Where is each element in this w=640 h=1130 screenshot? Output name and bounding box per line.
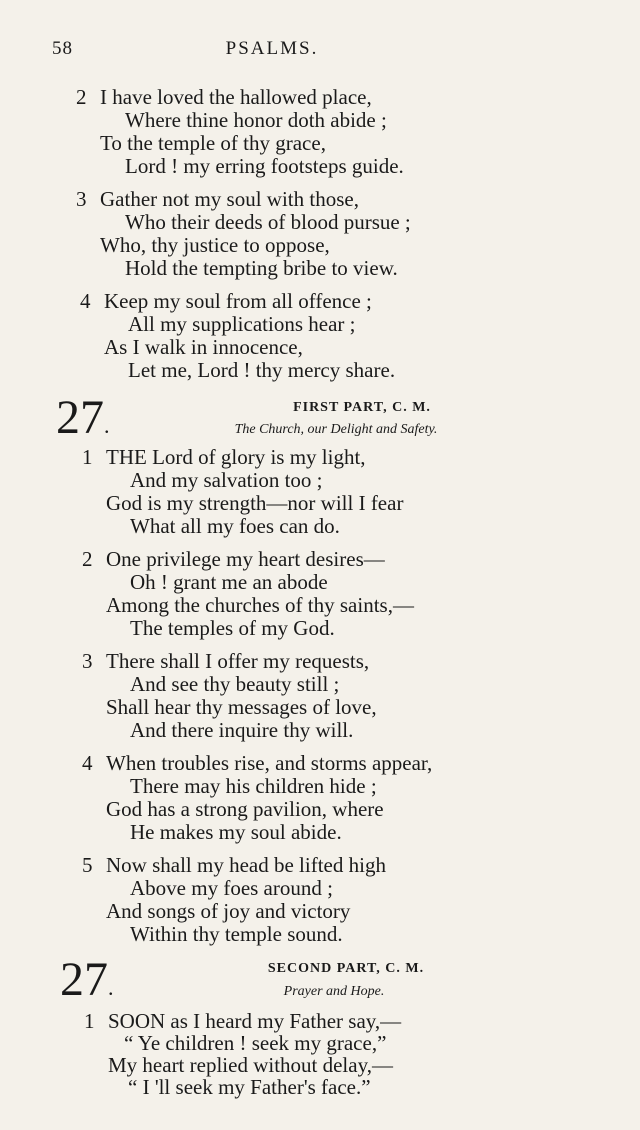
verse-line: And see thy beauty still ; bbox=[130, 672, 340, 696]
verse-line: Let me, Lord ! thy mercy share. bbox=[128, 358, 396, 382]
verse-line: God has a strong pavilion, where bbox=[106, 797, 384, 821]
psalm-number: 27. bbox=[60, 953, 114, 1006]
part-subtitle: Prayer and Hope. bbox=[283, 984, 385, 999]
running-title: PSALMS. bbox=[225, 38, 319, 59]
stanza-number: 2 bbox=[76, 85, 87, 109]
verse-line: When troubles rise, and storms appear, bbox=[106, 751, 433, 775]
verse-line: Now shall my head be lifted high bbox=[106, 853, 386, 877]
verse-line: Keep my soul from all offence ; bbox=[104, 289, 372, 313]
verse-line: Oh ! grant me an abode bbox=[130, 570, 328, 594]
verse-line: THE Lord of glory is my light, bbox=[106, 445, 366, 469]
verse-line: There shall I offer my requests, bbox=[106, 649, 370, 673]
part-title: SECOND PART, C. M. bbox=[267, 961, 425, 976]
verse-line: Who, thy justice to oppose, bbox=[100, 233, 330, 257]
verse-line: He makes my soul abide. bbox=[130, 820, 342, 844]
verse-line: The temples of my God. bbox=[130, 616, 335, 640]
verse-line: Gather not my soul with those, bbox=[100, 187, 359, 211]
verse-line: All my supplications hear ; bbox=[128, 312, 356, 336]
verse-line: Among the churches of thy saints,— bbox=[106, 593, 414, 617]
verse-line: Lord ! my erring footsteps guide. bbox=[125, 154, 404, 178]
verse-line: Who their deeds of blood pursue ; bbox=[125, 210, 411, 234]
verse-line: SOON as I heard my Father say,— bbox=[108, 1009, 402, 1033]
verse-line: Shall hear thy messages of love, bbox=[106, 695, 377, 719]
verse-line: I have loved the hallowed place, bbox=[100, 85, 372, 109]
part-title: FIRST PART, C. M. bbox=[293, 400, 431, 415]
stanza-number: 1 bbox=[84, 1009, 95, 1033]
psalm-number: 27. bbox=[56, 391, 110, 444]
stanza-number: 4 bbox=[82, 751, 93, 775]
psalm-number-text: 27 bbox=[60, 953, 108, 1006]
stanza-number: 3 bbox=[82, 649, 93, 673]
verse-line: Within thy temple sound. bbox=[130, 922, 343, 946]
verse-line: And my salvation too ; bbox=[130, 468, 323, 492]
verse-line: There may his children hide ; bbox=[130, 774, 377, 798]
stanza-number: 4 bbox=[80, 289, 91, 313]
verse-line: One privilege my heart desires— bbox=[106, 547, 385, 571]
verse-line: “ Ye children ! seek my grace,” bbox=[124, 1031, 387, 1055]
verse-line: And there inquire thy will. bbox=[130, 718, 354, 742]
verse-line: As I walk in innocence, bbox=[104, 335, 303, 359]
verse-line: “ I 'll seek my Father's face.” bbox=[128, 1075, 371, 1099]
verse-line: To the temple of thy grace, bbox=[100, 131, 326, 155]
stanza-number: 2 bbox=[82, 547, 93, 571]
verse-line: God is my strength—nor will I fear bbox=[106, 491, 404, 515]
verse-line: Where thine honor doth abide ; bbox=[125, 108, 387, 132]
psalm-number-text: 27 bbox=[56, 391, 104, 444]
verse-line: Above my foes around ; bbox=[130, 876, 333, 900]
verse-line: Hold the tempting bribe to view. bbox=[125, 256, 398, 280]
verse-line: My heart replied without delay,— bbox=[108, 1053, 393, 1077]
verse-line: And songs of joy and victory bbox=[106, 899, 351, 923]
verse-line: What all my foes can do. bbox=[130, 514, 340, 538]
stanza-number: 3 bbox=[76, 187, 87, 211]
stanza-number: 1 bbox=[82, 445, 93, 469]
stanza-number: 5 bbox=[82, 853, 93, 877]
part-subtitle: The Church, our Delight and Safety. bbox=[234, 422, 438, 437]
page-number: 58 bbox=[52, 38, 73, 59]
